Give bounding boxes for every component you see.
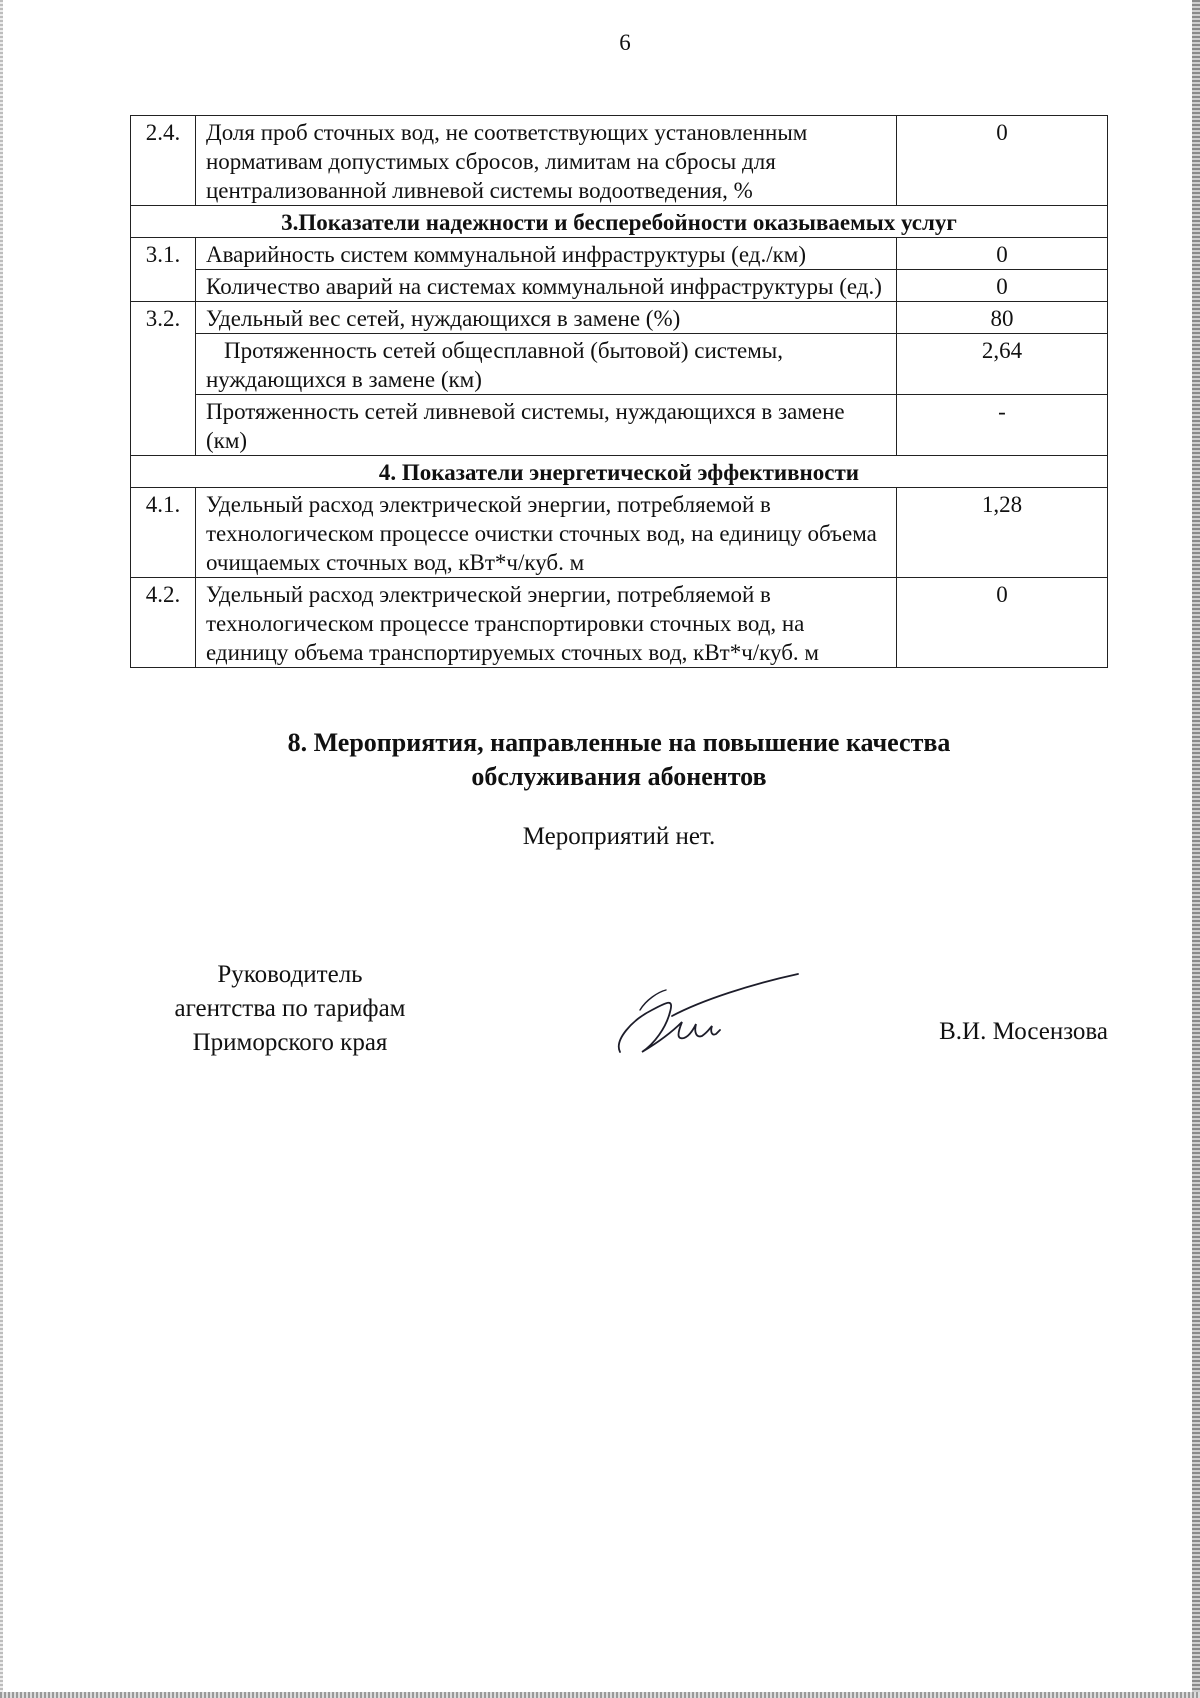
row-value: 2,64 <box>897 334 1108 395</box>
section-8-heading-line2: обслуживания абонентов <box>471 762 767 791</box>
table-row <box>131 334 1108 395</box>
indicators-table <box>130 115 1108 668</box>
row-number: 2.4. <box>131 116 196 206</box>
section-8-heading <box>130 726 1108 794</box>
row-description: Удельный расход электрической энергии, потребляемой в технологическом процессе транспортировки сточных вод, на единицу объема транспортируемых сточных вод, кВт*ч/куб. м <box>196 578 897 668</box>
signatory-title-line1: Руководитель <box>217 961 363 988</box>
row-value: 0 <box>897 116 1108 206</box>
row-description: Удельный вес сетей, нуждающихся в замене (%) <box>196 302 897 334</box>
row-value: 0 <box>897 270 1108 302</box>
table-row <box>131 238 1108 270</box>
signatory-title-line3: Приморского края <box>192 1029 388 1056</box>
section-8-heading-line1: 8. Мероприятия, направленные на повышение качества <box>287 728 951 757</box>
scan-edge-right <box>1192 0 1200 1698</box>
section-row <box>131 456 1108 488</box>
signer-name: В.И. Мосензова <box>939 1018 1108 1045</box>
row-number: 3.1. <box>131 238 196 302</box>
signatory-title-line2: агентства по тарифам <box>174 995 406 1022</box>
table-row <box>131 116 1108 206</box>
row-value: - <box>897 395 1108 456</box>
signatory-title <box>140 958 440 1060</box>
page-number: 6 <box>619 30 631 55</box>
handwritten-signature <box>612 970 802 1060</box>
scan-edge-left <box>0 0 3 1698</box>
table-row <box>131 395 1108 456</box>
table-row <box>131 270 1108 302</box>
table-row <box>131 578 1108 668</box>
section-heading: 3.Показатели надежности и бесперебойности оказываемых услуг <box>131 206 1108 238</box>
row-number: 3.2. <box>131 302 196 456</box>
row-value: 0 <box>897 238 1108 270</box>
row-number: 4.2. <box>131 578 196 668</box>
row-description: Доля проб сточных вод, не соответствующих установленным нормативам допустимых сбросов, лимитам на сбросы для централизованной ливневой системы водоотведения, % <box>196 116 897 206</box>
row-description: Протяженность сетей ливневой системы, нуждающихся в замене (км) <box>196 395 897 456</box>
row-description: Удельный расход электрической энергии, потребляемой в технологическом процессе очистки сточных вод, на единицу объема очищаемых сточных вод, кВт*ч/куб. м <box>196 488 897 578</box>
scan-edge-bottom <box>0 1692 1200 1698</box>
row-number: 4.1. <box>131 488 196 578</box>
row-description: Количество аварий на системах коммунальной инфраструктуры (ед.) <box>196 270 897 302</box>
table-row <box>131 302 1108 334</box>
section-8-text: Мероприятий нет. <box>522 823 716 850</box>
table-row <box>131 488 1108 578</box>
section-heading: 4. Показатели энергетической эффективности <box>131 456 1108 488</box>
row-value: 1,28 <box>897 488 1108 578</box>
row-description: Протяженность сетей общесплавной (бытовой) системы, нуждающихся в замене (км) <box>196 334 897 395</box>
row-value: 0 <box>897 578 1108 668</box>
section-row <box>131 206 1108 238</box>
row-description: Аварийность систем коммунальной инфраструктуры (ед./км) <box>196 238 897 270</box>
row-value: 80 <box>897 302 1108 334</box>
